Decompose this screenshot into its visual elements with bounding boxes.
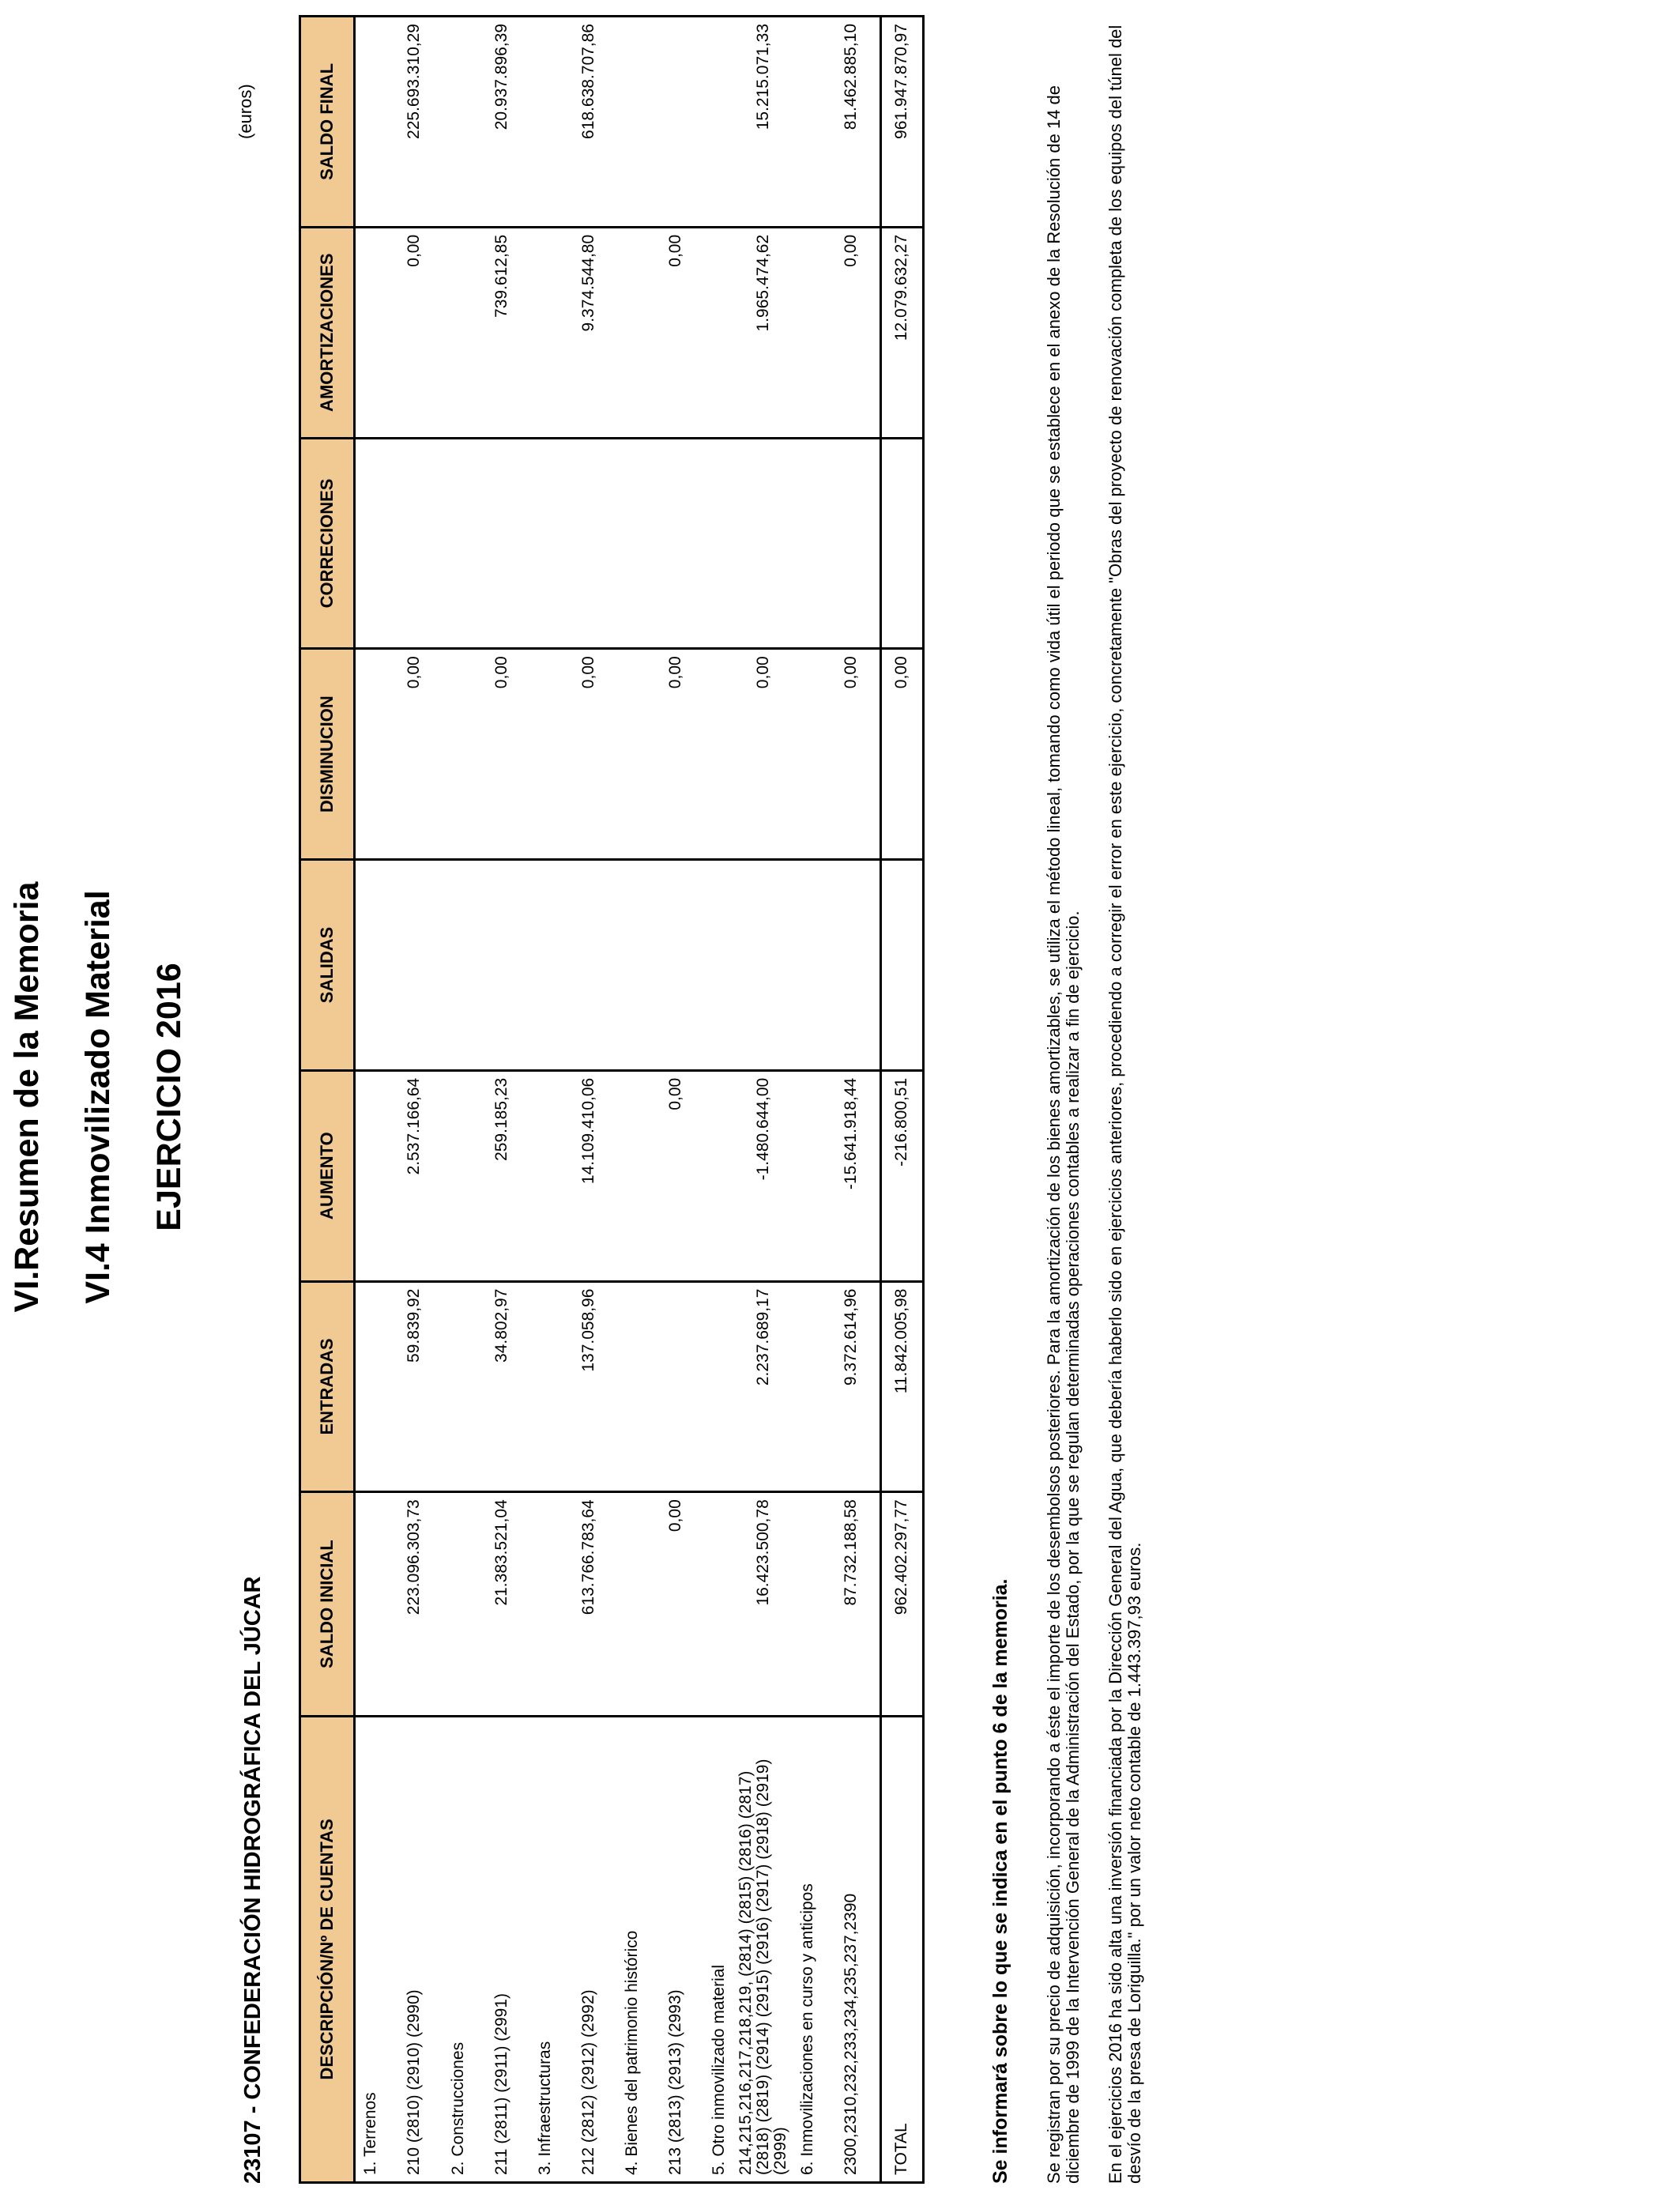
amount-cell xyxy=(355,1492,386,1717)
amount-cell: 618.638.707,86 xyxy=(560,17,616,228)
amount-cell xyxy=(473,860,529,1071)
amount-cell xyxy=(355,1070,386,1281)
column-header: DESCRIPCIÓN/Nº DE CUENTAS xyxy=(300,1716,355,2182)
amount-cell: 0,00 xyxy=(386,227,443,438)
account-description-cell: 2. Construcciones xyxy=(443,1716,473,2182)
amount-cell: 0,00 xyxy=(734,649,792,860)
amount-cell xyxy=(443,17,473,228)
group-row xyxy=(355,17,386,2183)
table-body xyxy=(355,17,924,2183)
account-description-cell: 214,215,216,217,218,219, (2814) (2815) (2816) (2817) (2818) (2819) (2914) (2915) (2916) (2917) (2918) (2919) (2999) xyxy=(734,1716,792,2182)
amount-cell xyxy=(704,649,735,860)
amount-cell xyxy=(793,1492,823,1717)
column-header: AMORTIZACIONES xyxy=(300,227,355,438)
amount-cell xyxy=(793,860,823,1071)
amount-cell: 59.839,92 xyxy=(386,1281,443,1492)
column-header: AUMENTO xyxy=(300,1070,355,1281)
column-header: CORRECIONES xyxy=(300,438,355,649)
column-header: SALIDAS xyxy=(300,860,355,1071)
group-row xyxy=(529,17,560,2183)
account-description-cell: 6. Inmovilizaciones en curso y anticipos xyxy=(793,1716,823,2182)
amount-cell: 225.693.310,29 xyxy=(386,17,443,228)
amount-cell xyxy=(647,1281,703,1492)
amount-cell: 0,00 xyxy=(823,227,880,438)
amount-cell: 0,00 xyxy=(560,649,616,860)
amount-cell: 9.374.544,80 xyxy=(560,227,616,438)
amount-cell xyxy=(793,17,823,228)
group-row xyxy=(793,17,823,2183)
table-row xyxy=(734,17,792,2183)
amount-cell xyxy=(355,860,386,1071)
amount-cell: 34.802,97 xyxy=(473,1281,529,1492)
amount-cell xyxy=(560,438,616,649)
table-row xyxy=(473,17,529,2183)
account-description-cell: 211 (2811) (2911) (2991) xyxy=(473,1716,529,2182)
amount-cell xyxy=(880,438,923,649)
amount-cell: 613.766.783,64 xyxy=(560,1492,616,1717)
currency-unit: (euros) xyxy=(235,84,255,139)
amount-cell: -15.641.918,44 xyxy=(823,1070,880,1281)
amount-cell xyxy=(704,17,735,228)
memo-reference-note: Se informará sobre lo que se indica en el punto 6 de la memoria. xyxy=(989,1578,1011,2184)
amount-cell: -216.800,51 xyxy=(880,1070,923,1281)
amount-cell xyxy=(443,1281,473,1492)
amount-cell xyxy=(386,860,443,1071)
amount-cell: 0,00 xyxy=(647,1492,703,1717)
amount-cell: 87.732.188,58 xyxy=(823,1492,880,1717)
amount-cell xyxy=(443,438,473,649)
amount-cell xyxy=(355,1281,386,1492)
amount-cell xyxy=(355,438,386,649)
account-description-cell: 3. Infraestructuras xyxy=(529,1716,560,2182)
amount-cell xyxy=(647,860,703,1071)
table-row xyxy=(560,17,616,2183)
amount-cell xyxy=(616,227,647,438)
amount-cell: 0,00 xyxy=(647,649,703,860)
account-description-cell: 213 (2813) (2913) (2993) xyxy=(647,1716,703,2182)
column-header: SALDO INICIAL xyxy=(300,1492,355,1717)
amount-cell xyxy=(443,1492,473,1717)
amount-cell xyxy=(704,1070,735,1281)
amount-cell xyxy=(616,1281,647,1492)
amount-cell: 20.937.896,39 xyxy=(473,17,529,228)
group-row xyxy=(616,17,647,2183)
amount-cell: 12.079.632,27 xyxy=(880,227,923,438)
amount-cell xyxy=(704,860,735,1071)
group-row xyxy=(443,17,473,2183)
column-header: ENTRADAS xyxy=(300,1281,355,1492)
account-description-cell: 212 (2812) (2912) (2992) xyxy=(560,1716,616,2182)
column-header: DISMINUCION xyxy=(300,649,355,860)
amount-cell: 2.237.689,17 xyxy=(734,1281,792,1492)
amount-cell xyxy=(529,227,560,438)
amount-cell xyxy=(734,860,792,1071)
amount-cell: 223.096.303,73 xyxy=(386,1492,443,1717)
page-title: VI.Resumen de la Memoria xyxy=(8,881,46,1313)
amount-cell xyxy=(734,438,792,649)
table-row xyxy=(647,17,703,2183)
amount-cell xyxy=(616,649,647,860)
amount-cell xyxy=(616,1070,647,1281)
amount-cell: 14.109.410,06 xyxy=(560,1070,616,1281)
amount-cell xyxy=(443,860,473,1071)
amount-cell: 0,00 xyxy=(880,649,923,860)
amount-cell xyxy=(473,438,529,649)
correction-note: En el ejercicios 2016 ha sido alta una inversión financiada por la Dirección General del Agua, que debería haberlo sido en ejercicios anteriores, procediendo a corregir el error en este ejercicio, concretamente "Obras del proyecto de renovación completa de los equipos del túnel del desvío de la presa de Loriguilla." por un valor neto contable de 1.443.397,93 euros. xyxy=(1106,25,1144,2184)
fixed-assets-table xyxy=(299,15,925,2184)
amount-cell xyxy=(793,438,823,649)
amount-cell xyxy=(529,1492,560,1717)
amount-cell xyxy=(704,1281,735,1492)
valuation-note: Se registran por su precio de adquisición, incorporando a éste el importe de los desembolsos posteriores. Para la amortización de los bienes amortizables, se utiliza el método lineal, tomando como vida útil el periodo que se establece en el anexo de la Resolución de 14 de diciembre de 1999 de la Intervención General de la Administración del Estado, por la que se regulan determinadas operaciones contables a realizar a fin de ejercicio. xyxy=(1044,85,1083,2184)
amount-cell xyxy=(823,860,880,1071)
amount-cell: 11.842.005,98 xyxy=(880,1281,923,1492)
amount-cell: 259.185,23 xyxy=(473,1070,529,1281)
amount-cell xyxy=(793,1281,823,1492)
organization-heading: 23107 - CONFEDERACIÓN HIDROGRÁFICA DEL JÚCAR xyxy=(240,1576,266,2184)
amount-cell xyxy=(443,1070,473,1281)
account-description-cell: TOTAL xyxy=(880,1716,923,2182)
fiscal-year-title: EJERCICIO 2016 xyxy=(150,963,188,1231)
amount-cell: -1.480.644,00 xyxy=(734,1070,792,1281)
amount-cell xyxy=(616,17,647,228)
amount-cell xyxy=(704,1492,735,1717)
amount-cell: 739.612,85 xyxy=(473,227,529,438)
amount-cell xyxy=(704,227,735,438)
amount-cell: 962.402.297,77 xyxy=(880,1492,923,1717)
amount-cell xyxy=(880,860,923,1071)
amount-cell: 0,00 xyxy=(647,1070,703,1281)
table-header-row xyxy=(300,17,355,2183)
amount-cell: 81.462.885,10 xyxy=(823,17,880,228)
amount-cell: 9.372.614,96 xyxy=(823,1281,880,1492)
amount-cell xyxy=(616,1492,647,1717)
amount-cell: 0,00 xyxy=(823,649,880,860)
amount-cell xyxy=(704,438,735,649)
amount-cell: 21.383.521,04 xyxy=(473,1492,529,1717)
account-description-cell: 210 (2810) (2910) (2990) xyxy=(386,1716,443,2182)
amount-cell xyxy=(529,860,560,1071)
amount-cell: 0,00 xyxy=(386,649,443,860)
amount-cell xyxy=(616,860,647,1071)
table-row xyxy=(823,17,880,2183)
amount-cell xyxy=(355,17,386,228)
amount-cell xyxy=(793,227,823,438)
group-row xyxy=(704,17,735,2183)
amount-cell: 1.965.474,62 xyxy=(734,227,792,438)
amount-cell xyxy=(793,649,823,860)
amount-cell: 961.947.870,97 xyxy=(880,17,923,228)
amount-cell xyxy=(560,860,616,1071)
amount-cell xyxy=(647,438,703,649)
amount-cell xyxy=(793,1070,823,1281)
account-description-cell: 4. Bienes del patrimonio histórico xyxy=(616,1716,647,2182)
amount-cell: 137.058,96 xyxy=(560,1281,616,1492)
amount-cell xyxy=(647,17,703,228)
amount-cell xyxy=(823,438,880,649)
account-description-cell: 5. Otro inmovilizado material xyxy=(704,1716,735,2182)
table-row xyxy=(386,17,443,2183)
total-row xyxy=(880,17,923,2183)
amount-cell xyxy=(355,649,386,860)
amount-cell: 0,00 xyxy=(473,649,529,860)
account-description-cell: 1. Terrenos xyxy=(355,1716,386,2182)
amount-cell: 0,00 xyxy=(647,227,703,438)
amount-cell xyxy=(529,1281,560,1492)
section-title: VI.4 Inmovilizado Material xyxy=(79,890,117,1304)
amount-cell xyxy=(355,227,386,438)
amount-cell xyxy=(529,17,560,228)
amount-cell: 16.423.500,78 xyxy=(734,1492,792,1717)
amount-cell xyxy=(529,438,560,649)
amount-cell xyxy=(529,649,560,860)
amount-cell xyxy=(443,649,473,860)
amount-cell xyxy=(386,438,443,649)
account-description-cell: 2300,2310,232,233,234,235,237,2390 xyxy=(823,1716,880,2182)
amount-cell xyxy=(529,1070,560,1281)
amount-cell: 2.537.166,64 xyxy=(386,1070,443,1281)
column-header: SALDO FINAL xyxy=(300,17,355,228)
amount-cell xyxy=(443,227,473,438)
amount-cell xyxy=(616,438,647,649)
amount-cell: 15.215.071,33 xyxy=(734,17,792,228)
